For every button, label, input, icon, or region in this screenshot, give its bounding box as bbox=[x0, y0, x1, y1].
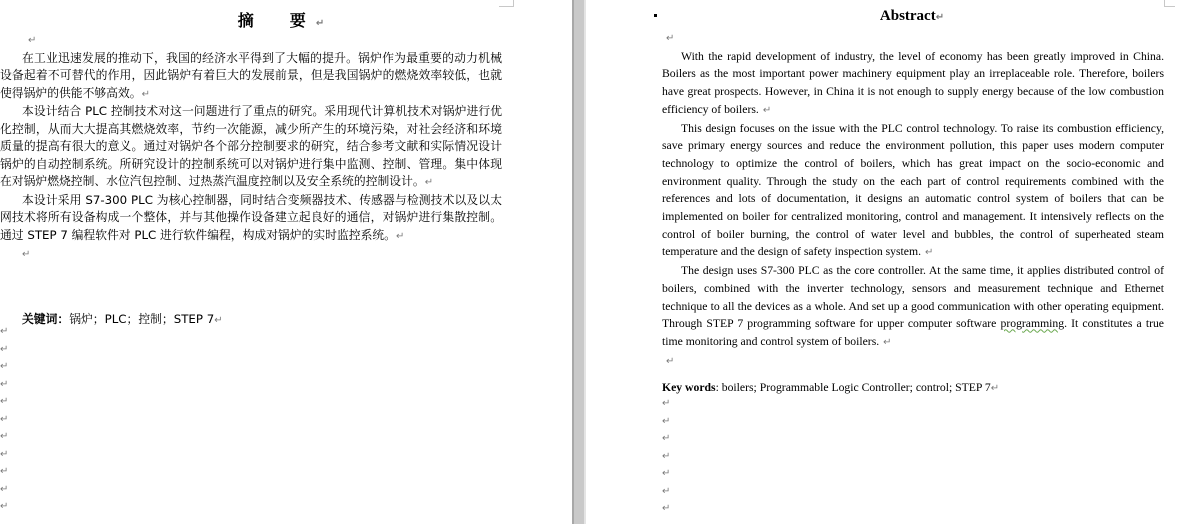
english-paragraph: The design uses S7-300 PLC as the core controller. At the same time, it applies distributed control of boilers, combined with the inverter technology, sensors and measurement technique and Ethernet technique to all the devices as a whole. And set up a good communication with other operating equipment. Through STEP 7 programming software for upper computer software programming. It constitutes a true time monitoring and control system of boilers. ↵ bbox=[662, 264, 1164, 348]
chinese-abstract-title: 摘 要↵ bbox=[237, 11, 335, 30]
paragraph-mark: ↵ bbox=[762, 104, 772, 116]
paragraph-mark: ↵ bbox=[935, 12, 945, 23]
page-corner-mark bbox=[499, 0, 514, 7]
english-keywords-label: Key words bbox=[662, 381, 716, 394]
english-keywords-value: : boilers; Programmable Logic Controller; control; STEP 7 bbox=[715, 381, 991, 394]
paragraph-mark: ↵ bbox=[315, 18, 335, 29]
page-english-abstract[interactable] bbox=[586, 0, 1190, 524]
chinese-keywords-label: 关键词： bbox=[22, 312, 70, 326]
paragraph-mark: ↵ bbox=[0, 396, 9, 407]
chinese-abstract-body bbox=[0, 31, 502, 264]
paragraph-mark: ↵ bbox=[666, 33, 675, 44]
empty-line-marks bbox=[0, 326, 10, 519]
paragraph-mark: ↵ bbox=[0, 466, 9, 477]
english-keywords-line bbox=[662, 381, 1162, 394]
paragraph-mark: ↵ bbox=[22, 249, 31, 260]
spelling-flagged-word[interactable]: programming bbox=[1000, 317, 1065, 331]
paragraph-mark: ↵ bbox=[395, 230, 405, 242]
chinese-paragraph: 在工业迅速发展的推动下，我国的经济水平得到了大幅的提升。锅炉作为最重要的动力机械设备起着不可替代的作用，因此锅炉有着巨大的发展前景，但是我国锅炉的燃烧效率较低，也就使得锅炉的供能不够高效。↵ bbox=[0, 50, 502, 100]
paragraph-mark: ↵ bbox=[0, 448, 9, 460]
paragraph-mark: ↵ bbox=[0, 413, 9, 425]
page-chinese-abstract[interactable] bbox=[0, 0, 572, 524]
paragraph-mark: ↵ bbox=[0, 361, 9, 372]
paragraph-mark: ↵ bbox=[28, 35, 37, 46]
paragraph-mark: ↵ bbox=[0, 378, 9, 390]
paragraph-mark: ↵ bbox=[666, 355, 675, 367]
paragraph-mark: ↵ bbox=[214, 315, 223, 326]
paragraph-mark: ↵ bbox=[0, 501, 9, 512]
paragraph-mark: ↵ bbox=[0, 483, 9, 495]
paragraph-mark: ↵ bbox=[662, 485, 671, 497]
paragraph-mark: ↵ bbox=[662, 450, 671, 462]
empty-line-marks bbox=[662, 398, 672, 521]
paragraph-mark: ↵ bbox=[990, 383, 1000, 394]
chinese-paragraph: 本设计采用 S7-300 PLC 为核心控制器，同时结合变频器技术、传感器与检测技术以及以太网技术将所有设备构成一个整体，并与其他操作设备建立起良好的通信，对锅炉进行集散控制。通过 STEP 7 编程软件对 PLC 进行软件编程，构成对锅炉的实时监控系统。↵ bbox=[0, 192, 502, 242]
paragraph-mark: ↵ bbox=[662, 433, 671, 444]
paragraph-mark: ↵ bbox=[141, 88, 150, 100]
paragraph-mark: ↵ bbox=[0, 343, 9, 355]
paragraph-mark: ↵ bbox=[0, 326, 9, 337]
paragraph-mark: ↵ bbox=[0, 431, 9, 442]
english-paragraph: This design focuses on the issue with the PLC control technology. To raise its combustion efficiency, save primary energy sources and reduce the environment pollution, this paper uses modern computer technology to optimize the control of boilers, which has great impact on the socio-economic and environment quality. Through the study on the each part of control requirements combined with the references and lots of documentation, it designs an automatic control system of boilers that can be implemented on boiler for centralized monitoring, control and management. It intensively reflects on the control of boiler burning, the control of water level and bubbles, the control of superheated steam temperature and the design of safety inspection system. ↵ bbox=[662, 121, 1164, 259]
chinese-paragraph: 本设计结合 PLC 控制技术对这一问题进行了重点的研究。采用现代计算机技术对锅炉进行优化控制，从而大大提高其燃烧效率，节约一次能源，减少所产生的环境污染，对社会经济和环境质量的提高有很大的意义。通过对锅炉各个部分控制要求的研究，结合参考文献和实际情况设计锅炉的自动控制系统。所研究设计的控制系统可以对锅炉进行集中监测、控制、管理。集中体现在对锅炉燃烧控制、水位汽包控制、过热蒸汽温度控制以及安全系统的控制设计。↵ bbox=[0, 104, 502, 188]
english-paragraph: With the rapid development of industry, the level of economy has been greatly improved in China. Boilers as the most important power machinery equipment play an irreplaceable role. Therefore, boilers have great prospects. However, in China it is not enough to supply energy because of the low combustion efficiency of boilers. ↵ bbox=[662, 49, 1164, 116]
chinese-keywords-line bbox=[22, 310, 223, 327]
page-separator bbox=[572, 0, 586, 524]
paragraph-mark: ↵ bbox=[883, 336, 892, 348]
paragraph-mark: ↵ bbox=[925, 247, 934, 259]
paragraph-mark: ↵ bbox=[662, 468, 671, 479]
english-abstract-title: Abstract↵ bbox=[879, 8, 945, 24]
english-abstract-body bbox=[662, 29, 1164, 370]
page-corner-mark bbox=[1164, 0, 1175, 7]
paragraph-mark: ↵ bbox=[662, 398, 671, 409]
chinese-keywords-value: 锅炉；PLC；控制；STEP 7 bbox=[69, 312, 215, 326]
bullet-mark bbox=[654, 14, 657, 17]
paragraph-mark: ↵ bbox=[662, 503, 671, 514]
paragraph-mark: ↵ bbox=[662, 415, 671, 427]
paragraph-mark: ↵ bbox=[424, 177, 434, 188]
